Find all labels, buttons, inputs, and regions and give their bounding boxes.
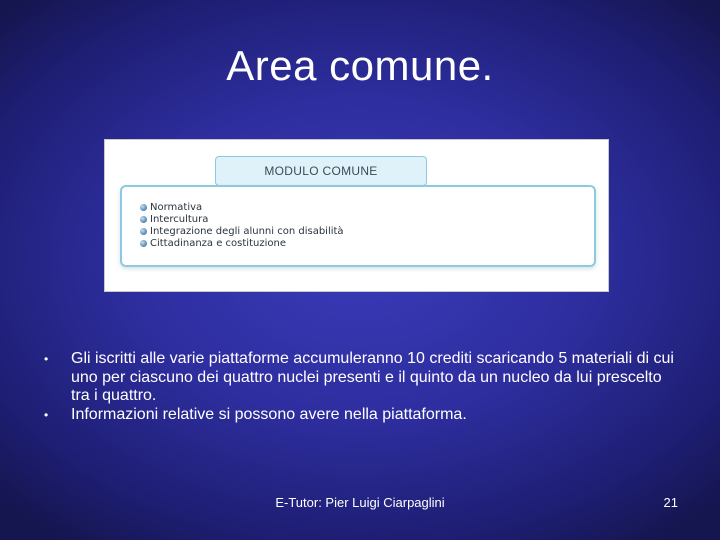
slide-title: Area comune.	[226, 42, 494, 89]
module-header	[215, 156, 427, 186]
module-item	[140, 225, 344, 237]
bullet-marker: •	[44, 352, 49, 366]
bullet-text: Gli iscritti alle varie piattaforme accumuleranno 10 crediti scaricando 5 materiali di cui uno per ciascuno dei quattro nuclei presenti e il quinto da un nucleo da lui prescelto tra i quattro.	[71, 350, 674, 404]
bullet-list	[44, 350, 684, 424]
module-item	[140, 213, 344, 225]
bullet-dot-icon	[140, 216, 147, 223]
module-item-list	[140, 201, 344, 249]
bullet-dot-icon	[140, 228, 147, 235]
page-number: 21	[663, 495, 678, 510]
bullet-marker: •	[44, 407, 49, 422]
module-item-label: Intercultura	[150, 213, 209, 225]
module-header-label: MODULO COMUNE	[264, 164, 378, 178]
module-content-box	[120, 185, 596, 267]
module-item	[140, 201, 344, 213]
module-item-label: Cittadinanza e costituzione	[150, 237, 286, 249]
footer-text: E-Tutor: Pier Luigi Ciarpaglini	[275, 495, 445, 510]
bullet-text: Informazioni relative si possono avere nella piattaforma.	[71, 405, 467, 423]
bullet-item	[44, 350, 684, 406]
module-diagram-image	[104, 139, 609, 292]
module-item-label: Integrazione degli alunni con disabilità	[150, 225, 344, 237]
module-item	[140, 237, 344, 249]
module-item-label: Normativa	[150, 201, 203, 213]
bullet-dot-icon	[140, 204, 147, 211]
bullet-item	[44, 406, 684, 425]
bullet-dot-icon	[140, 240, 147, 247]
